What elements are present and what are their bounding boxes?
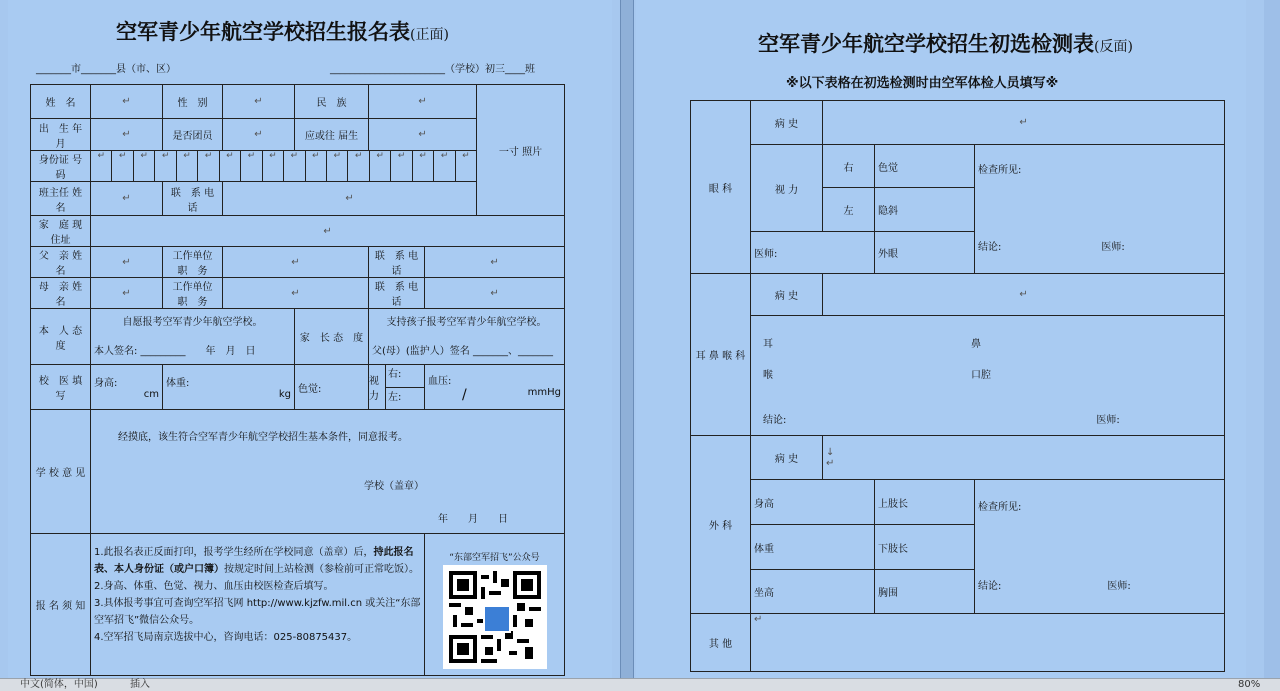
photo-box: 一寸 照片 bbox=[477, 85, 565, 216]
label-mother: 母 亲 姓 名 bbox=[31, 278, 91, 309]
input-birth[interactable]: ↵ bbox=[91, 119, 163, 151]
weight-label: 体重: bbox=[166, 378, 190, 389]
eye-conclusion-row bbox=[978, 238, 1221, 253]
input-league[interactable]: ↵ bbox=[223, 119, 295, 151]
vision-left[interactable]: 左: bbox=[388, 391, 402, 403]
qr-cell bbox=[425, 534, 565, 676]
label-notice: 报 名 须 知 bbox=[31, 534, 91, 676]
id-digit[interactable]: ↵ bbox=[134, 151, 155, 181]
id-digit[interactable]: ↵ bbox=[348, 151, 369, 181]
input-father[interactable]: ↵ bbox=[91, 247, 163, 278]
id-digit[interactable]: ↵ bbox=[306, 151, 327, 181]
label-ent-history: 病 史 bbox=[751, 274, 823, 316]
input-gender[interactable]: ↵ bbox=[223, 85, 295, 119]
input-other[interactable]: ↵ bbox=[751, 614, 1225, 672]
id-digit[interactable]: ↵ bbox=[284, 151, 305, 181]
lower-limb-label: 下肢长 bbox=[878, 543, 908, 555]
label-outer-eye: 外眼 bbox=[875, 232, 975, 274]
input-ethnicity[interactable]: ↵ bbox=[369, 85, 477, 119]
surgery-height-label: 身高 bbox=[754, 498, 774, 510]
label-id: 身份证 号 码 bbox=[31, 151, 91, 182]
label-league: 是否团员 bbox=[163, 119, 223, 151]
id-digit[interactable]: ↵ bbox=[198, 151, 219, 181]
status-zoom[interactable]: 80% bbox=[1238, 679, 1261, 690]
label-address: 家 庭 现住址 bbox=[31, 216, 91, 247]
front-title: 空军青少年航空学校招生报名表(正面) bbox=[116, 19, 449, 44]
label-ethnicity: 民 族 bbox=[295, 85, 369, 119]
id-digit[interactable]: ↵ bbox=[220, 151, 241, 181]
bp-label: 血压: bbox=[428, 375, 452, 387]
ent-doctor-label: 医师: bbox=[1096, 415, 1120, 426]
vision-right[interactable]: 右: bbox=[386, 365, 424, 388]
notice-4: 4.空军招飞局南京选拔中心，咨询电话：025-80875437。 bbox=[94, 632, 358, 643]
back-note: ※以下表格在初选检测时由空军体检人员填写※ bbox=[786, 76, 1059, 91]
id-digit[interactable]: ↵ bbox=[155, 151, 176, 181]
vision-box bbox=[369, 365, 424, 409]
vertical-scrollbar[interactable] bbox=[1264, 0, 1280, 678]
label-eye-vision: 视 力 bbox=[751, 145, 823, 232]
school-opinion-text: 经摸底，该生符合空军青少年航空学校招生基本条件，同意报考。 bbox=[118, 432, 408, 443]
label-self-attitude: 本 人 态 度 bbox=[31, 309, 91, 365]
upper-limb-label: 上肢长 bbox=[878, 498, 908, 510]
input-mother-work[interactable]: ↵ bbox=[223, 278, 369, 309]
input-mother-tel[interactable]: ↵ bbox=[425, 278, 565, 309]
label-ent: 耳 鼻 喉 科 bbox=[691, 274, 751, 436]
label-name: 姓 名 bbox=[31, 85, 91, 119]
label-surgery: 外 科 bbox=[691, 436, 751, 614]
label-mother-tel: 联 系 电 话 bbox=[369, 278, 425, 309]
cm-unit: cm bbox=[143, 389, 159, 400]
notice-text bbox=[91, 534, 425, 676]
label-father: 父 亲 姓 名 bbox=[31, 247, 91, 278]
notice-1-end: 按规定时间上站检测（参检前可正常吃饭）。 bbox=[224, 564, 419, 575]
input-father-tel[interactable]: ↵ bbox=[425, 247, 565, 278]
surgery-chest-cell[interactable] bbox=[875, 570, 975, 614]
bp-cell[interactable] bbox=[425, 365, 565, 410]
id-digit[interactable]: ↵ bbox=[370, 151, 391, 181]
notice-3: 3.具体报考事宜可查询空军招飞网 http://www.kjzfw.mil.cn 或关注“东部空军招飞”微信公众号。 bbox=[94, 598, 421, 626]
input-id-digits[interactable] bbox=[91, 151, 477, 182]
vision-cell[interactable] bbox=[369, 365, 425, 410]
label-school-opinion: 学 校 意 见 bbox=[31, 410, 91, 534]
status-insert-mode[interactable]: 插入 bbox=[130, 679, 150, 690]
id-digit-row bbox=[91, 151, 476, 181]
eye-findings-label: 检查所见: bbox=[978, 165, 1022, 176]
vision-label: 视 力 bbox=[369, 365, 386, 409]
notice-2: 2.身高、体重、色觉、视力、血压由校医检查后填写。 bbox=[94, 581, 334, 592]
input-father-work[interactable]: ↵ bbox=[223, 247, 369, 278]
chest-label: 胸围 bbox=[878, 588, 898, 599]
eye-findings-cell[interactable] bbox=[975, 145, 1225, 274]
ent-conclusion-row bbox=[763, 412, 1212, 429]
label-father-work: 工作单位 职 务 bbox=[163, 247, 223, 278]
weight-cell[interactable] bbox=[163, 365, 295, 410]
school-date: 年 月 日 bbox=[438, 514, 508, 525]
school-opinion-cell[interactable] bbox=[91, 410, 565, 534]
input-name[interactable]: ↵ bbox=[91, 85, 163, 119]
color-cell[interactable] bbox=[295, 365, 369, 410]
id-digit[interactable]: ↵ bbox=[327, 151, 348, 181]
sitting-height-label: 坐高 bbox=[754, 588, 774, 599]
label-family-attitude: 家 长 态 度 bbox=[295, 309, 369, 365]
surgery-doctor-label: 医师: bbox=[1107, 581, 1131, 592]
notice-1-bold: 持此报名表、本人身份证（或户口簿） bbox=[94, 547, 414, 575]
front-school-line: _______________________（学校）初三____班 bbox=[330, 64, 535, 75]
surgery-conclusion-row bbox=[978, 577, 1221, 592]
ent-exam-cell[interactable] bbox=[751, 316, 1225, 436]
label-eye: 眼 科 bbox=[691, 101, 751, 274]
eye-doctor-label: 医师: bbox=[1101, 242, 1125, 253]
eye-doctor-sign: 医师: bbox=[754, 249, 778, 260]
id-digit[interactable]: ↵ bbox=[413, 151, 434, 181]
input-teacher[interactable]: ↵ bbox=[91, 182, 163, 216]
surgery-height-cell[interactable] bbox=[751, 480, 875, 525]
label-father-tel: 联 系 电 话 bbox=[369, 247, 425, 278]
id-digit[interactable]: ↵ bbox=[434, 151, 455, 181]
qr-logo-icon bbox=[483, 605, 511, 633]
status-language[interactable]: 中文(简体，中国) bbox=[20, 679, 98, 690]
page-front bbox=[8, 0, 612, 678]
surgery-sitting-cell[interactable] bbox=[751, 570, 875, 614]
input-ent-history[interactable]: ↵ bbox=[823, 274, 1225, 316]
label-other: 其 他 bbox=[691, 614, 751, 672]
surgery-weight-cell[interactable] bbox=[751, 525, 875, 570]
page-divider bbox=[620, 0, 634, 678]
label-surgery-history: 病 史 bbox=[751, 436, 823, 480]
mmhg-unit: mmHg bbox=[527, 386, 562, 398]
status-bar bbox=[0, 678, 1280, 691]
label-color-vision: 色觉 bbox=[875, 145, 975, 188]
eye-conclusion-label: 结论: bbox=[978, 242, 1002, 253]
id-digit[interactable]: ↵ bbox=[177, 151, 198, 181]
height-cell[interactable] bbox=[91, 365, 163, 410]
id-digit[interactable]: ↵ bbox=[462, 151, 470, 161]
id-digit[interactable]: ↵ bbox=[91, 151, 112, 181]
label-vision-right: 右 bbox=[823, 145, 875, 188]
input-eye-history[interactable]: ↵ bbox=[823, 101, 1225, 145]
input-surgery-history[interactable]: ↓ ↵ bbox=[823, 436, 1225, 480]
page-back bbox=[636, 0, 1246, 678]
id-digit[interactable]: ↵ bbox=[391, 151, 412, 181]
front-city-line: _______市_______县（市、区） bbox=[36, 64, 176, 75]
ent-conclusion-label: 结论: bbox=[763, 415, 787, 426]
mouth-label: 口腔 bbox=[971, 370, 991, 381]
ear-label: 耳 bbox=[763, 339, 773, 350]
vision-eyes bbox=[386, 365, 424, 409]
input-teacher-tel[interactable]: ↵ bbox=[223, 182, 477, 216]
height-label: 身高: bbox=[94, 378, 118, 389]
label-teacher: 班主任 姓 名 bbox=[31, 182, 91, 216]
input-mother[interactable]: ↵ bbox=[91, 278, 163, 309]
ent-row-2 bbox=[763, 367, 1212, 384]
self-signature: 本人签名: _________ 年 月 日 bbox=[94, 346, 256, 357]
surgery-findings-label: 检查所见: bbox=[978, 502, 1022, 513]
surgery-lower-cell[interactable] bbox=[875, 525, 975, 570]
id-digit[interactable]: ↵ bbox=[112, 151, 133, 181]
surgery-findings-cell[interactable] bbox=[975, 480, 1225, 614]
self-attitude-text: 自愿报考空军青少年航空学校。 bbox=[122, 317, 263, 328]
label-vision-left: 左 bbox=[823, 188, 875, 232]
input-address[interactable]: ↵ bbox=[91, 216, 565, 247]
notice-1: 1.此报名表正反面打印，报考学生经所在学校同意（盖章）后， bbox=[94, 547, 374, 558]
label-gender: 性 别 bbox=[163, 85, 223, 119]
surgery-conclusion-label: 结论: bbox=[978, 581, 1002, 592]
ent-row-1 bbox=[763, 336, 1212, 353]
input-graduate[interactable]: ↵ bbox=[369, 119, 477, 151]
nose-label: 鼻 bbox=[971, 339, 981, 350]
throat-label: 喉 bbox=[763, 370, 773, 381]
label-birth: 出 生 年 月 bbox=[31, 119, 91, 151]
registration-table bbox=[30, 84, 565, 676]
label-eye-history: 病 史 bbox=[751, 101, 823, 145]
label-school-doctor: 校 医 填 写 bbox=[31, 365, 91, 410]
bp-slash: / bbox=[462, 386, 467, 403]
family-signature: 父(母）(监护人）签名 _______、_______ bbox=[372, 346, 553, 357]
id-digit[interactable]: ↵ bbox=[263, 151, 284, 181]
back-title: 空军青少年航空学校招生初选检测表(反面) bbox=[758, 31, 1133, 56]
label-graduate: 应或往 届生 bbox=[295, 119, 369, 151]
eye-doctor-cell[interactable] bbox=[751, 232, 875, 274]
qr-code-icon[interactable] bbox=[443, 565, 547, 669]
family-attitude-text: 支持孩子报考空军青少年航空学校。 bbox=[386, 317, 547, 328]
surgery-weight-label: 体重 bbox=[754, 543, 774, 555]
label-mother-work: 工作单位 职 务 bbox=[163, 278, 223, 309]
color-label: 色觉: bbox=[298, 383, 322, 395]
screening-table bbox=[690, 100, 1225, 672]
id-digit[interactable]: ↵ bbox=[241, 151, 262, 181]
school-seal: 学校（盖章） bbox=[364, 481, 424, 492]
label-teacher-tel: 联 系 电 话 bbox=[163, 182, 223, 216]
family-attitude-cell[interactable] bbox=[369, 309, 565, 365]
surgery-upper-cell[interactable] bbox=[875, 480, 975, 525]
label-hidden-squint: 隐斜 bbox=[875, 188, 975, 232]
qr-label: “东部空军招飞”公众号 bbox=[449, 553, 540, 563]
self-attitude-cell[interactable] bbox=[91, 309, 295, 365]
kg-unit: kg bbox=[278, 389, 291, 400]
